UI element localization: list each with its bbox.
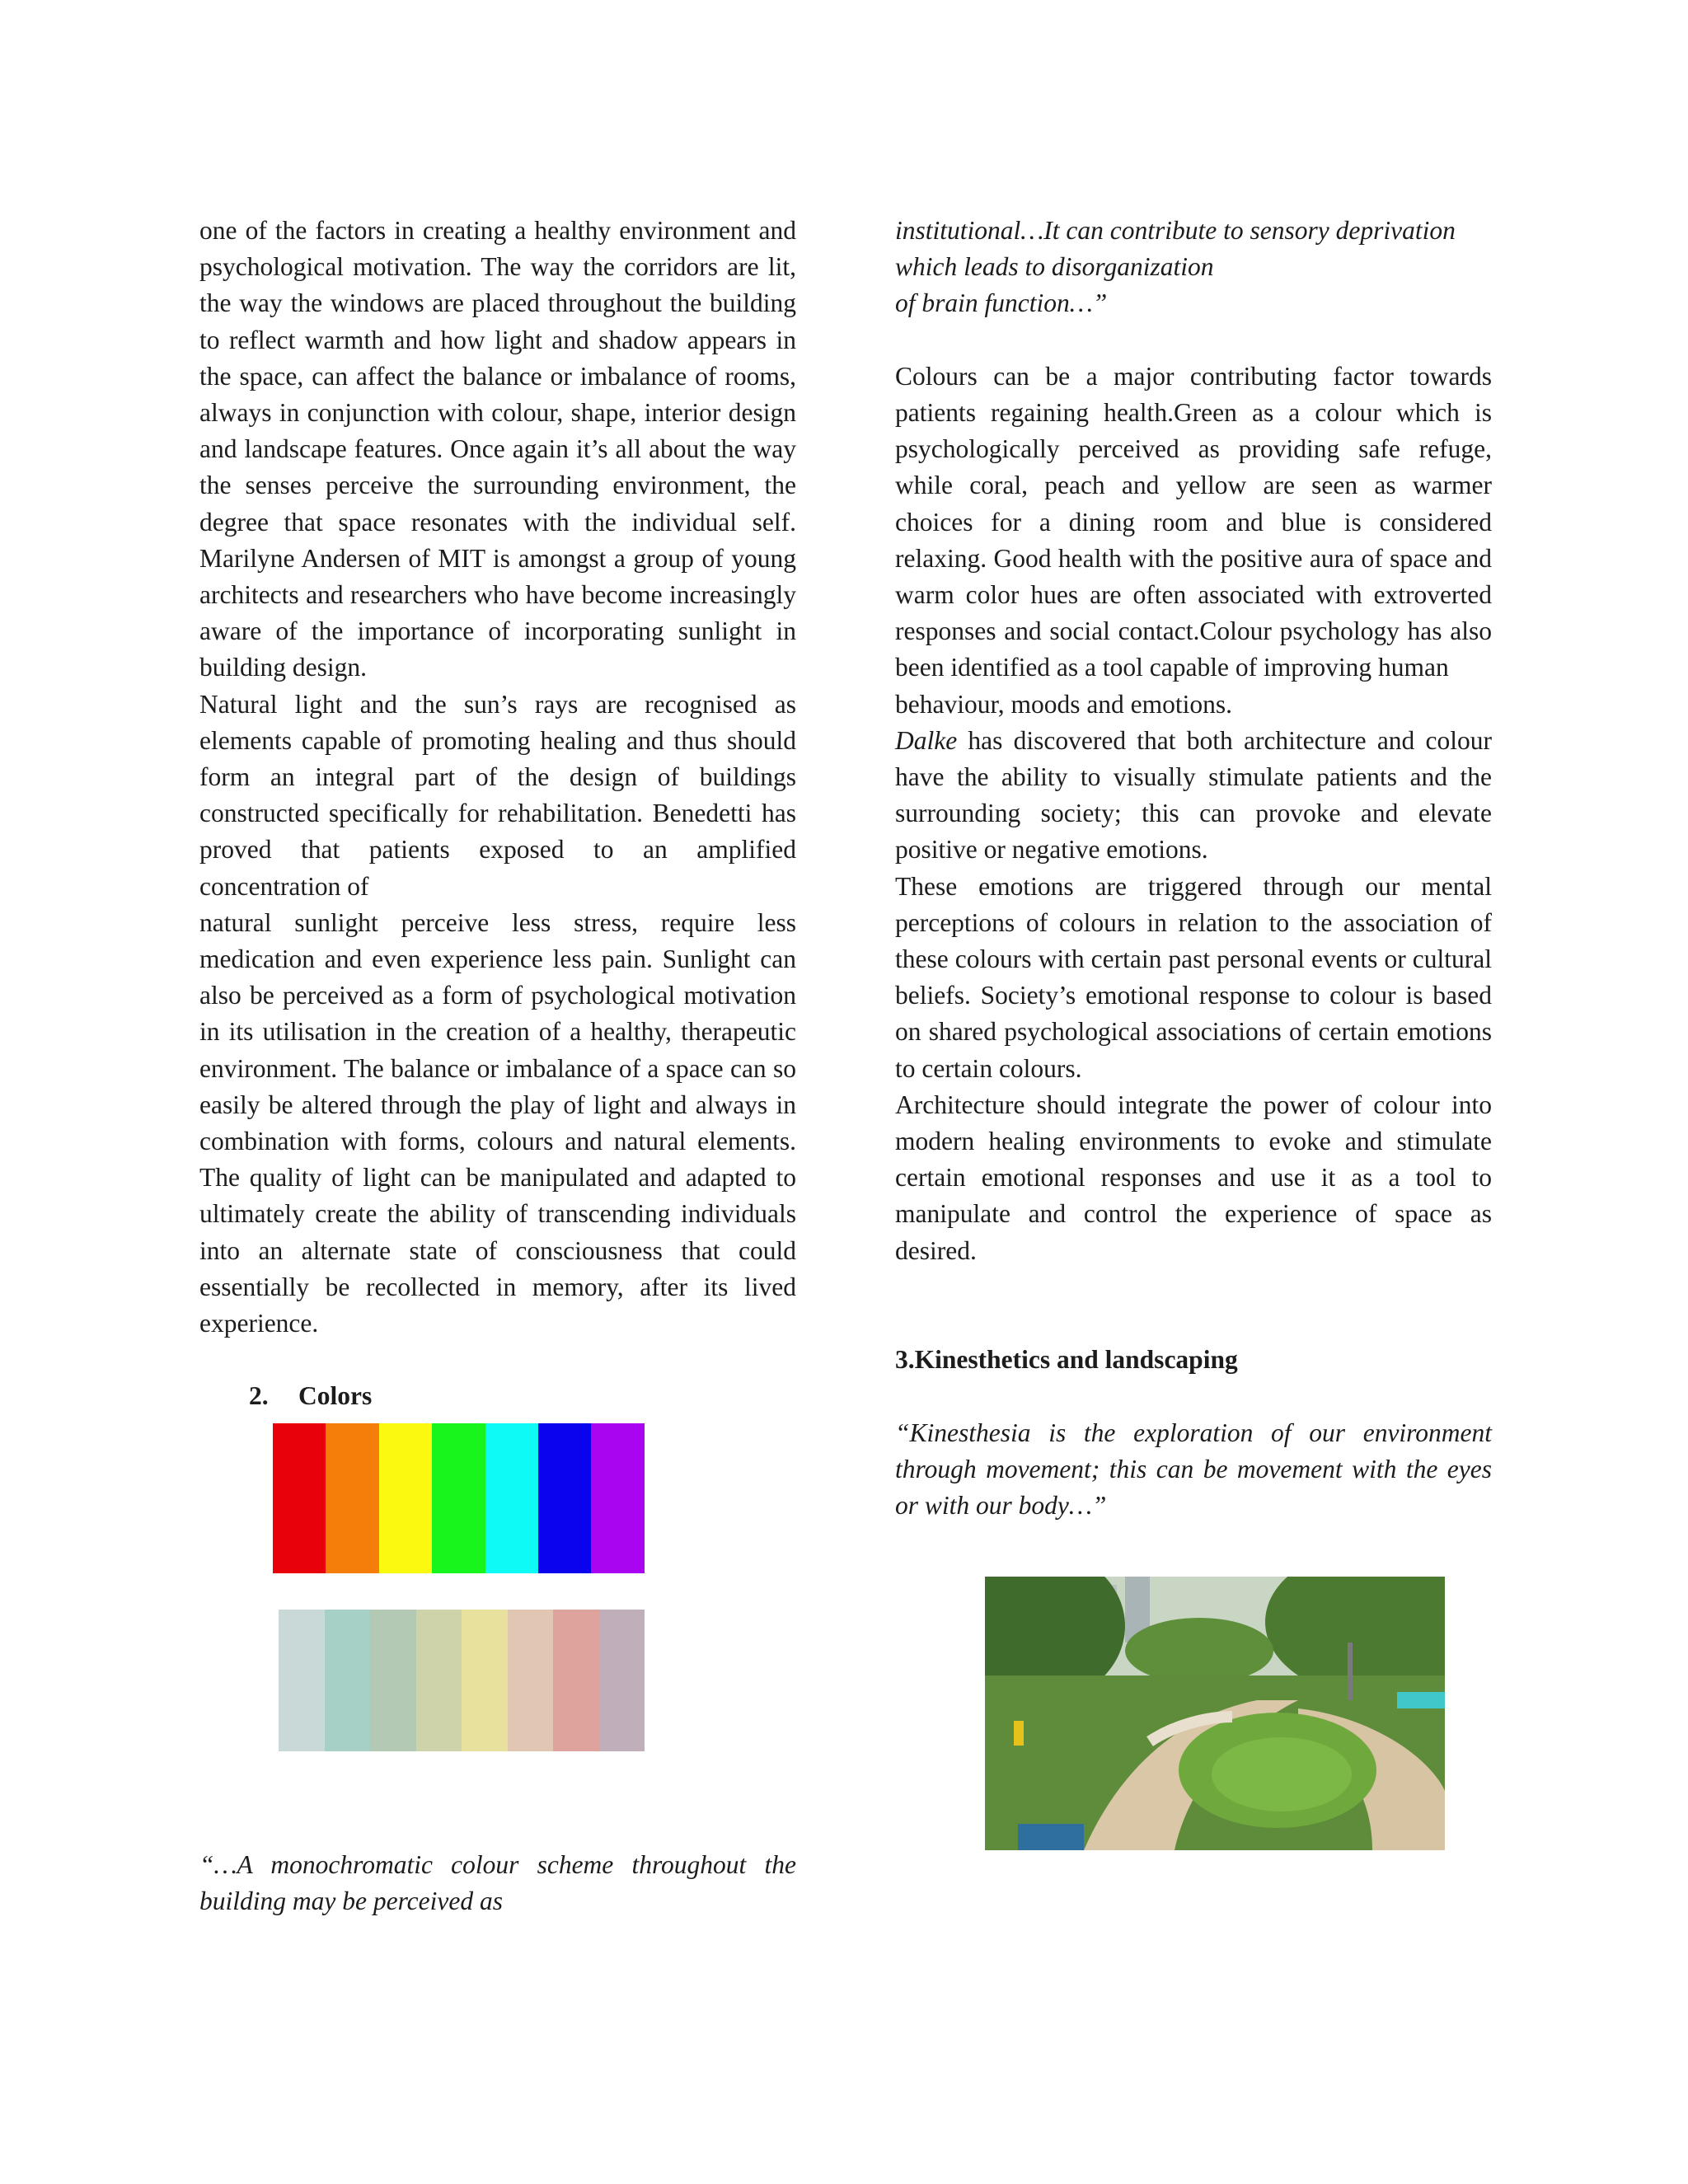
paragraph-behaviour: behaviour, moods and emotions. (895, 689, 1233, 719)
color-swatch (538, 1423, 591, 1573)
color-swatch (379, 1423, 432, 1573)
section-title: Colors (298, 1381, 373, 1411)
color-swatch (325, 1610, 371, 1751)
quote-line: institutional…It can contribute to sensory deprivation (895, 216, 1456, 245)
paragraph-sunlight: natural sunlight perceive less stress, require less medication and even experience less pain. Sunlight can also be perceived as a form of psychological motivation in its utilisation in the creation of a healthy, therapeutic environment. The balance or imbalance of a space can so easily be altered through the play of light and always in combination with forms, colours and natural elements. The quality of light can be manipulated and adapted to ultimately create the ability of transcending individuals into an alternate state of consciousness that could essentially be recollected in memory, after its lived experience. (199, 907, 796, 1338)
monochrome-quote: “…A monochromatic colour scheme throughout the building may be perceived as (199, 1849, 796, 1915)
section-heading-colors (199, 1378, 796, 1414)
color-swatch (326, 1423, 378, 1573)
quote-line: of brain function…” (895, 288, 1108, 318)
color-swatch (279, 1610, 325, 1751)
paragraph-dalke (895, 723, 1492, 869)
paragraph-natural-light: Natural light and the sun’s rays are recognised as elements capable of promoting healing and thus should form an integral part of the design of buildings constructed specifically for rehabilitation. Benedetti has proved that patients exposed to an amplified concentration of (199, 689, 796, 901)
color-swatch (273, 1423, 326, 1573)
color-swatch (485, 1423, 538, 1573)
color-swatch (599, 1610, 645, 1751)
left-column (199, 213, 796, 1919)
landscape-garden-photo (985, 1577, 1445, 1850)
paragraph-emotions: These emotions are triggered through our mental perceptions of colours in relation to the association of these colours with certain past personal events or cultural beliefs. Society’s emotional response to colour is based on shared psychological associations of certain emotions to certain colours. (895, 871, 1492, 1083)
section-heading-kinesthetics: 3.Kinesthetics and landscaping (895, 1345, 1238, 1375)
color-swatch (508, 1610, 554, 1751)
kinesthesia-quote: “Kinesthesia is the exploration of our environment through movement; this can be movement with the eyes or with our body…” (895, 1418, 1492, 1521)
color-swatch (462, 1610, 508, 1751)
color-swatch (370, 1610, 416, 1751)
paragraph-lighting: one of the factors in creating a healthy environment and psychological motivation. The way the corridors are lit, the way the windows are placed throughout the building to reflect warmth and how light and shadow appears in the space, can affect the balance or imbalance of rooms, always in conjunction with colour, shape, interior design and landscape features. Once again it’s all about the way the senses perceive the surrounding environment, the degree that space resonates with the individual self. Marilyne Andersen of MIT is amongst a group of young architects and researchers who have become increasingly aware of the importance of incorporating sunlight in building design. (199, 216, 796, 682)
color-swatch (416, 1610, 462, 1751)
color-swatch (432, 1423, 485, 1573)
right-column (895, 213, 1492, 1524)
pastel-color-palette (279, 1610, 796, 1751)
paragraph-colour-health: Colours can be a major contributing factor towards patients regaining health.Green as a colour which is psychologically perceived as providing safe refuge, while coral, peach and yellow are seen as warmer choices for a dining room and blue is considered relaxing. Good health with the positive aura of space and warm color hues are often associated with extroverted responses and social contact.Colour psychology has also been identified as a tool capable of improving human (895, 361, 1492, 682)
paragraph-architecture: Architecture should integrate the power of colour into modern healing environments to evoke and stimulate certain emotional responses and use it as a tool to manipulate and control the experience of space as desired. (895, 1090, 1492, 1265)
section-number: 2. (249, 1381, 269, 1411)
author-name: Dalke (895, 725, 958, 755)
quote-line: which leads to disorganization (895, 252, 1214, 282)
color-swatch (591, 1423, 644, 1573)
color-swatch (553, 1610, 599, 1751)
quote-continuation (895, 213, 1492, 322)
paragraph-text: has discovered that both architecture and colour have the ability to visually stimulate patients and the surrounding society; this can provoke and elevate positive or negative emotions. (895, 725, 1492, 865)
bright-color-palette (273, 1423, 796, 1573)
